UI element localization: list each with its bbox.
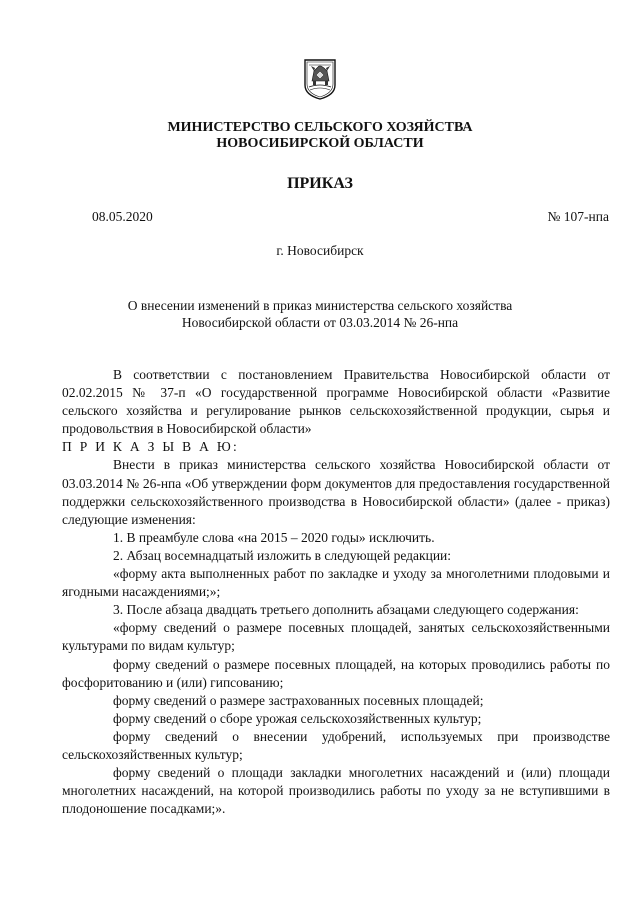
body-paragraph: «форму акта выполненных работ по закладке и уходу за многолетними плодовыми и ягодными насаждениями;»; (62, 566, 610, 600)
body-paragraph: форму сведений о внесении удобрений, используемых при производстве сельскохозяйственных культур; (62, 728, 610, 762)
body-paragraph: 1. В преамбуле слова «на 2015 – 2020 годы» исключить. (113, 529, 435, 545)
body-paragraph: форму сведений о площади закладки многолетних насаждений и (или) площади многолетних насаждений, на которой производились работы по уходу за не вступившими в плодоношение посадками;». (62, 765, 610, 817)
ministry-title (0, 120, 640, 152)
body-paragraph: форму сведений о размере посевных площадей, на которых проводились работы по фосфоритованию и (или) гипсованию; (62, 656, 610, 690)
body-paragraph: «форму сведений о размере посевных площадей, занятых сельскохозяйственными культурами по видам культур; (62, 620, 610, 654)
document-number: № 107-нпа (547, 209, 609, 224)
document-body (62, 366, 610, 818)
body-paragraph: 3. После абзаца двадцать третьего дополнить абзацами следующего содержания: (113, 602, 579, 618)
subject-line-1: О внесении изменений в приказ министерства сельского хозяйства (127, 298, 513, 313)
document-subject (0, 297, 640, 331)
body-paragraph: форму сведений о сборе урожая сельскохозяйственных культур; (113, 710, 482, 726)
document-type: ПРИКАЗ (287, 175, 353, 192)
order-word: П Р И К А З Ы В А Ю: (62, 439, 240, 455)
document-date: 08.05.2020 (92, 209, 153, 224)
body-paragraph: 2. Абзац восемнадцатый изложить в следующей редакции: (113, 547, 452, 563)
coat-of-arms-icon (303, 57, 337, 101)
ministry-line-1: МИНИСТЕРСТВО СЕЛЬСКОГО ХОЗЯЙСТВА (167, 120, 473, 135)
ministry-line-2: НОВОСИБИРСКОЙ ОБЛАСТИ (216, 136, 424, 151)
subject-line-2: Новосибирской области от 03.03.2014 № 26-нпа (181, 315, 459, 330)
body-paragraph: Внести в приказ министерства сельского хозяйства Новосибирской области от 03.03.2014 № 26-нпа «Об утверждении форм документов для предоставления государственной поддержки сельскохозяйственного производства в Новосибирской области» (далее - приказ) следующие изменения: (62, 457, 610, 527)
body-paragraph: форму сведений о размере застрахованных посевных площадей; (113, 692, 484, 708)
preamble-paragraph: В соответствии с постановлением Правительства Новосибирской области от 02.02.2015 № 37-п «О государственной программе Новосибирской области «Развитие сельского хозяйства и регулирование рынков сельскохозяйственной продукции, сырья и продовольствия в Новосибирской области» (62, 367, 610, 437)
document-city: г. Новосибирск (276, 243, 364, 258)
